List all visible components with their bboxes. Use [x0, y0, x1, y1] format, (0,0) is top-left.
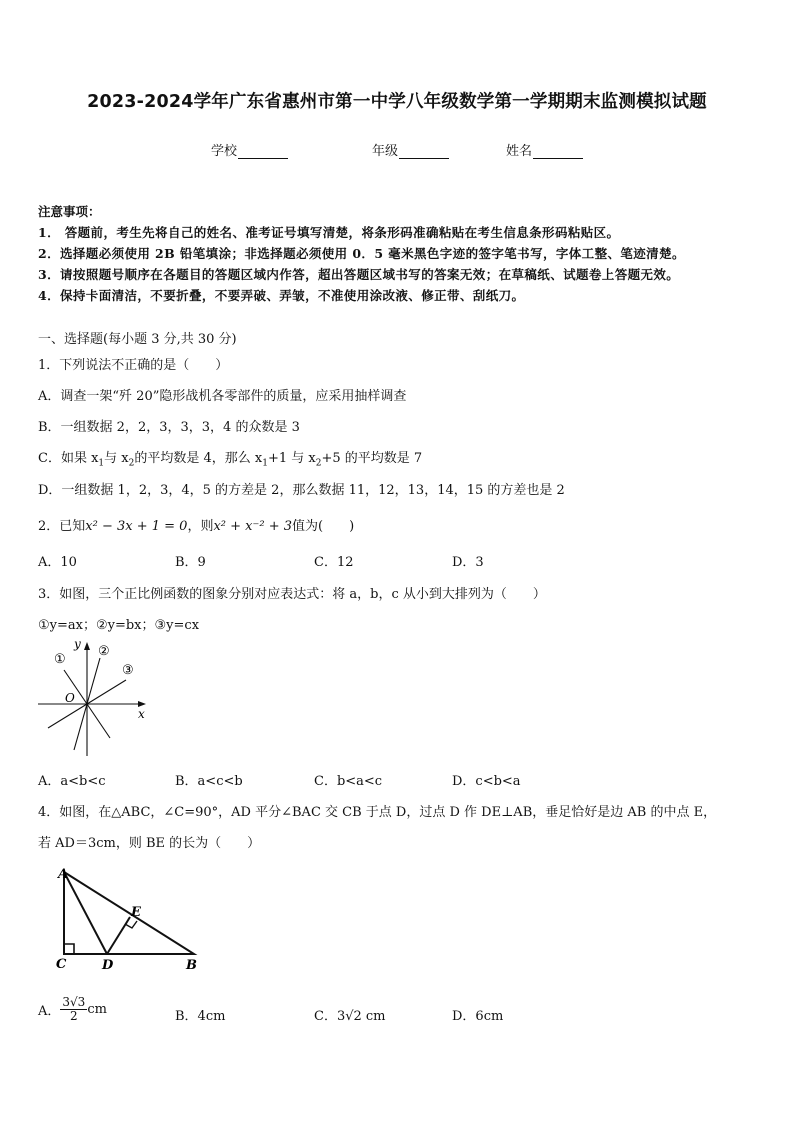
- page-title: 2023-2024学年广东省惠州市第一中学八年级数学第一学期期末监测模拟试题: [87, 92, 707, 112]
- q4-option-b: B．4cm: [175, 1009, 226, 1024]
- note-item-1: 1． 答题前，考生先将自己的姓名、准考证号填写清楚，将条形码准确粘贴在考生信息条形码粘贴区。: [38, 225, 620, 240]
- name-label: 姓名: [506, 144, 533, 159]
- vertex-c-label: C: [56, 957, 67, 972]
- segment-ad: [64, 872, 107, 954]
- q4-stem-line2: 若 AD＝3cm，则 BE 的长为（ ）: [38, 836, 261, 851]
- vertex-a-label: A: [58, 867, 69, 882]
- q1-option-c: C．如果 $x_1$与 $x_2$的平均数是 4，那么 $x_1+1$ 与 $x_2+5$ 的平均数是 7: [38, 451, 423, 469]
- notes-heading: 注意事项：: [38, 204, 101, 219]
- name-field: [506, 140, 583, 159]
- q2-option-d: D．3: [452, 555, 484, 570]
- note-item-4: 4．保持卡面清洁，不要折叠，不要弄破、弄皱，不准使用涂改液、修正带、刮纸刀。: [38, 288, 525, 303]
- q4-a-numerator: 3√3: [62, 995, 86, 1009]
- q3-option-a: A．a<b<c: [38, 774, 106, 789]
- q2-option-b: B．9: [175, 555, 206, 570]
- q2-equation: x² − 3x + 1 = 0: [85, 519, 188, 534]
- q2-stem: 2．已知x² − 3x + 1 = 0，则x² + x⁻² + 3值为( ): [38, 519, 355, 534]
- q3-stem: 3．如图，三个正比例函数的图象分别对应表达式：将 a，b，c 从小到大排列为（ ）: [38, 587, 546, 602]
- triangle-abc: [64, 872, 194, 954]
- q2-option-a: A．10: [38, 555, 77, 570]
- q3-graph-figure: [34, 636, 154, 762]
- q4-stem-line1: 4．如图，在△ABC，∠C=90°，AD 平分∠BAC 交 CB 于点 D，过点 D 作 DE⊥AB，垂足恰好是边 AB 的中点 E，: [38, 805, 717, 820]
- vertex-b-label: B: [186, 958, 197, 973]
- line-2-label: ②: [98, 644, 110, 659]
- q4-triangle-figure: [52, 864, 206, 974]
- grade-blank: [399, 144, 449, 159]
- q2-option-c: C．12: [314, 555, 354, 570]
- q4-option-d: D．6cm: [452, 1009, 504, 1024]
- line-3-label: ③: [122, 663, 134, 678]
- q3-option-d: D．c<b<a: [452, 774, 521, 789]
- q1-option-b: B．一组数据 2，2，3，3，3，4 的众数是 3: [38, 420, 300, 435]
- section-heading: 一、选择题(每小题 3 分,共 30 分): [38, 332, 237, 347]
- y-axis-label: y: [74, 637, 81, 651]
- q4-option-a: A． $\frac{3√3}{2}$ cm: [38, 995, 107, 1024]
- q3-option-c: C．b<a<c: [314, 774, 383, 789]
- school-field: [211, 140, 288, 159]
- name-blank: [533, 144, 583, 159]
- q2-expression: x² + x⁻² + 3: [213, 519, 293, 534]
- origin-label: O: [65, 691, 75, 705]
- grade-label: 年级: [372, 144, 399, 159]
- vertex-e-label: E: [131, 905, 141, 920]
- school-label: 学校: [211, 144, 238, 159]
- q1-option-d: D．一组数据 1，2，3，4，5 的方差是 2，那么数据 11，12，13，14，15 的方差也是 2: [38, 483, 565, 498]
- q1-stem: 1．下列说法不正确的是（ ）: [38, 358, 229, 373]
- vertex-d-label: D: [102, 958, 114, 973]
- q4-a-denominator: 2: [70, 1009, 78, 1024]
- right-angle-c: [64, 944, 74, 954]
- q1-option-a: A．调查一架“歼 20”隐形战机各零部件的质量，应采用抽样调查: [38, 389, 407, 404]
- note-item-3: 3．请按照题号顺序在各题目的答题区域内作答，超出答题区域书写的答案无效；在草稿纸、试题卷上答题无效。: [38, 267, 680, 282]
- note-item-2: 2．选择题必须使用 2B 铅笔填涂；非选择题必须使用 0．5 毫米黑色字迹的签字笔书写，字体工整、笔迹清楚。: [38, 246, 685, 261]
- x-axis-label: x: [138, 707, 145, 721]
- line-1-label: ①: [54, 652, 66, 667]
- q4-option-c: C．3√2 cm: [314, 1009, 386, 1024]
- school-blank: [238, 144, 288, 159]
- segment-de: [107, 917, 130, 954]
- grade-field: [372, 140, 449, 159]
- q3-expressions: ①y=ax；②y=bx；③y=cx: [38, 618, 200, 633]
- y-axis-arrow: [84, 642, 90, 650]
- q3-option-b: B．a<c<b: [175, 774, 243, 789]
